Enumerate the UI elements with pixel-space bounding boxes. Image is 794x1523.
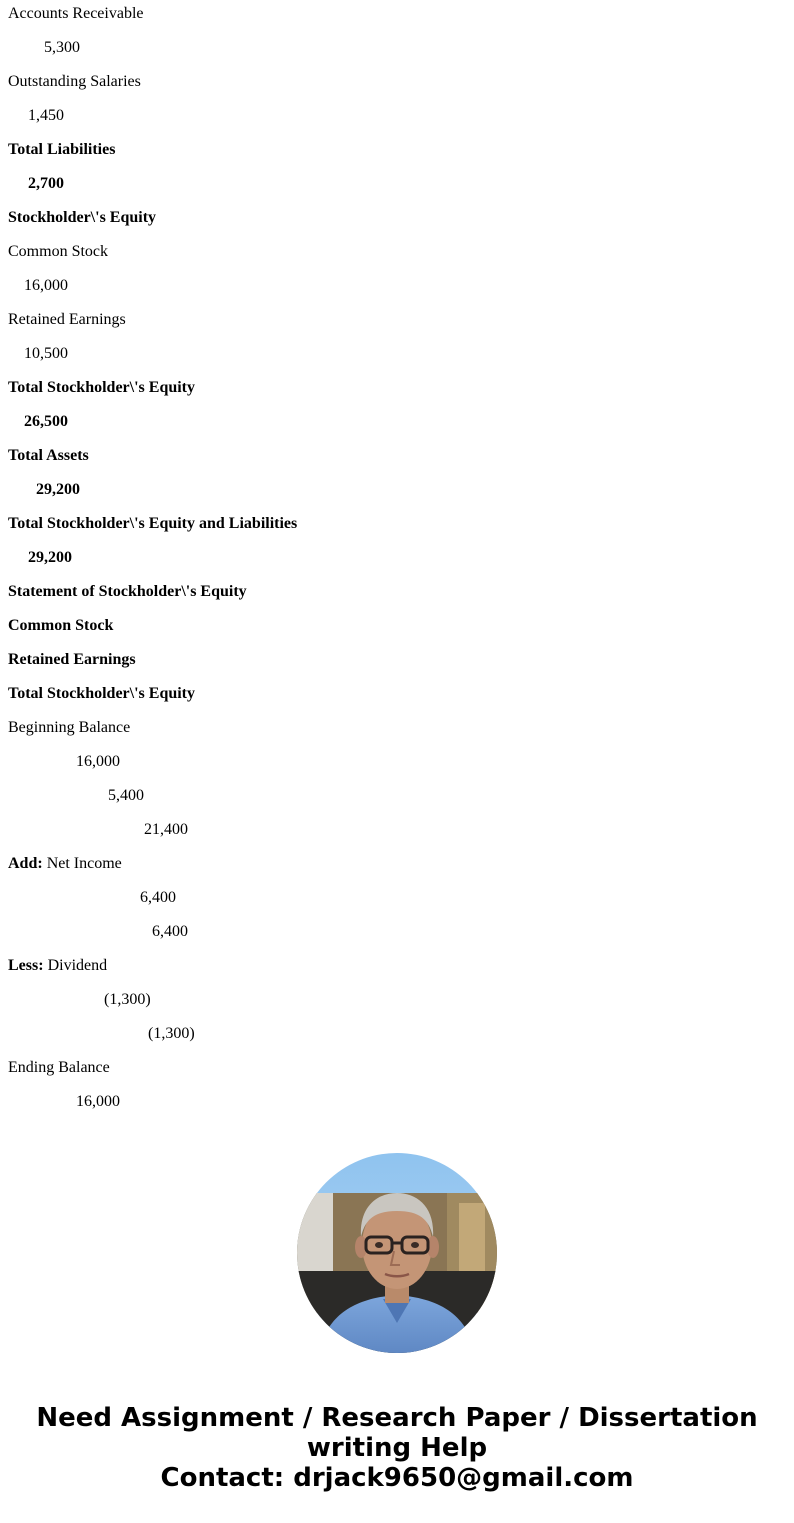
outstanding-salaries-label: Outstanding Salaries xyxy=(8,73,141,90)
total-assets-value: 29,200 xyxy=(36,481,80,498)
common-stock-label: Common Stock xyxy=(8,243,109,260)
total-liabilities-value: 2,700 xyxy=(28,175,64,192)
equity-heading: Stockholder\'s Equity xyxy=(8,209,157,226)
beginning-total-value: 21,400 xyxy=(144,821,188,838)
total-assets-label: Total Assets xyxy=(8,447,89,464)
net-income-row xyxy=(8,855,788,889)
net-income-total-value: 6,400 xyxy=(152,923,188,940)
ending-common-value: 16,000 xyxy=(76,1093,120,1110)
promo-contact-line: Contact: drjack9650@gmail.com xyxy=(160,1463,634,1493)
promo-line-1: Need Assignment / Research Paper / Dissertation xyxy=(36,1403,758,1433)
accounts-receivable-value: 5,300 xyxy=(44,39,80,56)
outstanding-salaries-value: 1,450 xyxy=(28,107,64,124)
dividend-total-value: (1,300) xyxy=(148,1025,195,1042)
beginning-balance-label: Beginning Balance xyxy=(8,719,131,736)
retained-earnings-label: Retained Earnings xyxy=(8,311,126,328)
document-body xyxy=(8,5,788,1127)
promo-banner xyxy=(0,1403,794,1493)
net-income-retained-value: 6,400 xyxy=(140,889,176,906)
beginning-retained-value: 5,400 xyxy=(108,787,144,804)
net-income-label: Net Income xyxy=(42,855,122,872)
add-prefix: Add: xyxy=(8,855,43,872)
total-liabilities-label: Total Liabilities xyxy=(8,141,116,158)
dividend-row xyxy=(8,957,788,991)
author-portrait-image xyxy=(297,1153,497,1353)
common-stock-value: 16,000 xyxy=(24,277,68,294)
beginning-common-value: 16,000 xyxy=(76,753,120,770)
promo-line-2: writing Help xyxy=(306,1433,488,1463)
author-avatar xyxy=(297,1153,497,1353)
dividend-retained-value: (1,300) xyxy=(104,991,151,1008)
ending-balance-label: Ending Balance xyxy=(8,1059,110,1076)
total-equity-liabilities-label: Total Stockholder\'s Equity and Liabilities xyxy=(8,515,298,532)
statement-title: Statement of Stockholder\'s Equity xyxy=(8,583,247,600)
column-common-stock: Common Stock xyxy=(8,617,114,634)
accounts-receivable-label: Accounts Receivable xyxy=(8,5,144,22)
column-retained-earnings: Retained Earnings xyxy=(8,651,136,668)
total-equity-label: Total Stockholder\'s Equity xyxy=(8,379,196,396)
total-equity-liabilities-value: 29,200 xyxy=(28,549,72,566)
less-prefix: Less: xyxy=(8,957,44,974)
dividend-label: Dividend xyxy=(43,957,108,974)
retained-earnings-value: 10,500 xyxy=(24,345,68,362)
total-equity-value: 26,500 xyxy=(24,413,68,430)
column-total-equity: Total Stockholder\'s Equity xyxy=(8,685,196,702)
